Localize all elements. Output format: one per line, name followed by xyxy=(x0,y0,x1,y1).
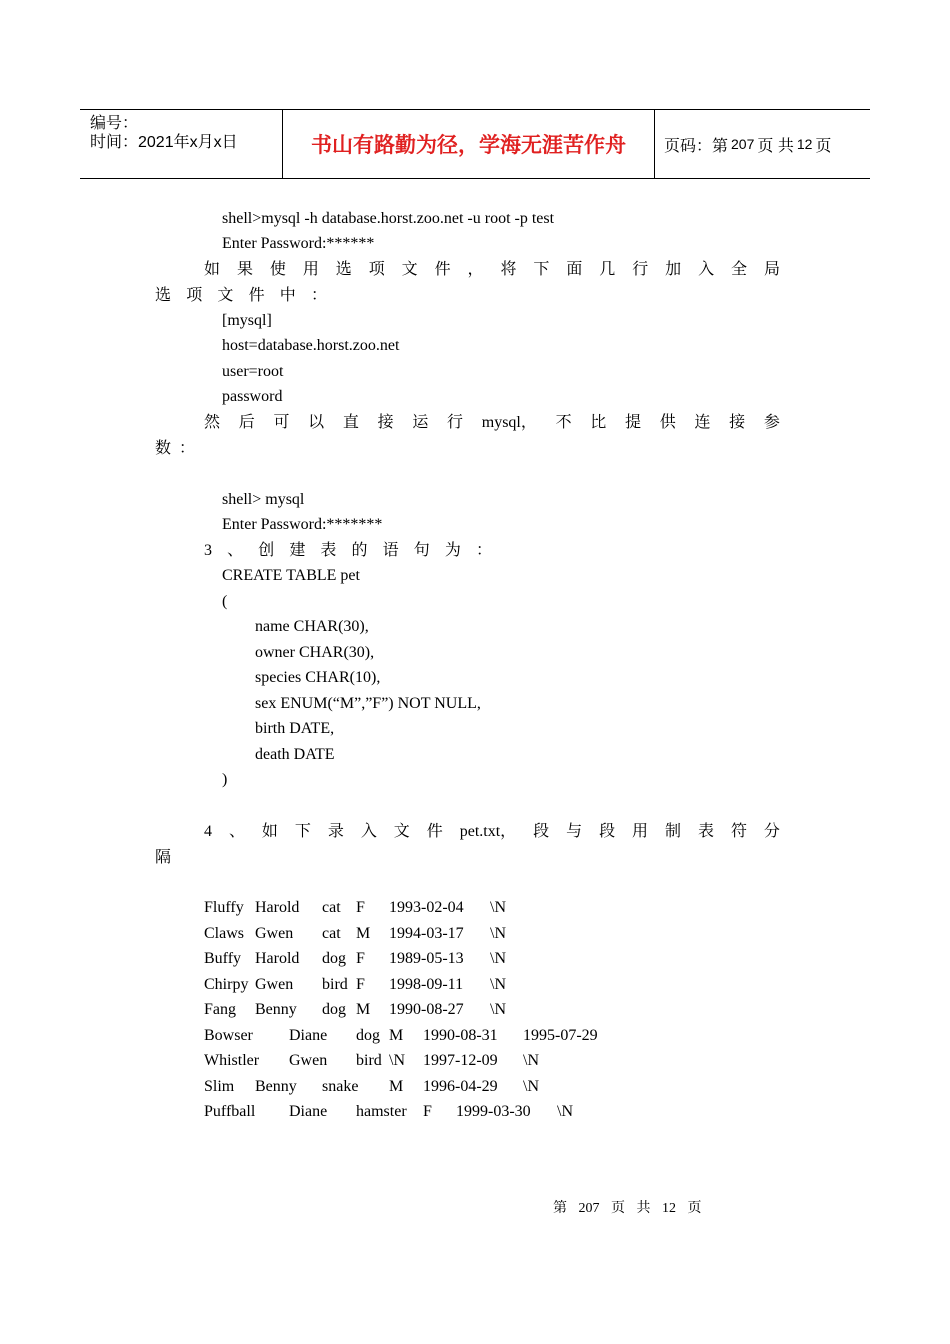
cell-name: Fluffy xyxy=(204,899,244,916)
cell-owner: Gwen xyxy=(289,1052,328,1069)
header-motto: 书山有路勤为径，学海无涯苦作舟 xyxy=(282,110,655,178)
cell-death: 1995-07-29 xyxy=(523,1027,598,1044)
cell-name: Bowser xyxy=(204,1027,253,1044)
cell-species: bird xyxy=(322,976,348,993)
cell-sex: F xyxy=(423,1103,432,1120)
page-header xyxy=(80,109,870,179)
cell-name: Buffy xyxy=(204,950,242,967)
page-suffix: 页 xyxy=(815,137,832,155)
cell-death: \N xyxy=(490,976,506,993)
sql-col-owner: owner CHAR(30), xyxy=(255,644,375,661)
sql-col-death: death DATE xyxy=(255,746,335,763)
page-mid: 页 共 xyxy=(757,137,794,155)
cell-species: cat xyxy=(322,925,341,942)
sql-open-paren: ( xyxy=(222,593,228,610)
sql-col-species: species CHAR(10), xyxy=(255,669,381,686)
footer-di: 第 xyxy=(553,1201,567,1216)
footer-page-number: 207 xyxy=(578,1201,600,1216)
cell-birth: 1998-09-11 xyxy=(389,976,464,993)
cell-owner: Gwen xyxy=(255,925,294,942)
cell-sex: F xyxy=(356,976,365,993)
doc-number-label: 编号： xyxy=(90,115,139,132)
cell-sex: M xyxy=(389,1078,404,1095)
config-user: user=root xyxy=(222,363,284,380)
cell-death: \N xyxy=(557,1103,573,1120)
config-host: host=database.horst.zoo.net xyxy=(222,337,400,354)
cell-birth: 1990-08-31 xyxy=(423,1027,498,1044)
shell-mysql-line: shell> mysql xyxy=(222,491,305,508)
header-meta xyxy=(80,110,282,178)
footer-ye-end: 页 xyxy=(687,1201,702,1216)
cell-owner: Benny xyxy=(255,1001,297,1018)
cell-birth: 1997-12-09 xyxy=(423,1052,498,1069)
sql-create: CREATE TABLE pet xyxy=(222,567,360,584)
cell-sex: F xyxy=(356,899,365,916)
cell-name: Slim xyxy=(204,1078,235,1095)
cell-birth: 1990-08-27 xyxy=(389,1001,464,1018)
doc-time-label: 时间：2021年x月x日 xyxy=(90,134,238,151)
password-line: Enter Password:****** xyxy=(222,235,375,252)
footer-ye: 页 xyxy=(611,1201,625,1216)
cell-birth: 1994-03-17 xyxy=(389,925,464,942)
page-prefix: 页码：第 xyxy=(664,137,729,155)
cell-species: snake xyxy=(322,1078,359,1095)
cell-owner: Benny xyxy=(255,1078,297,1095)
page-total: 12 xyxy=(796,136,813,152)
cell-death: \N xyxy=(490,1001,506,1018)
page-number: 207 xyxy=(731,136,755,152)
heading-create-table: 3 、 创 建 表 的 语 句 为 ： xyxy=(204,542,492,559)
cell-sex: F xyxy=(356,950,365,967)
cell-birth: 1993-02-04 xyxy=(389,899,464,916)
password-line-2: Enter Password:******* xyxy=(222,516,383,533)
cell-sex: M xyxy=(389,1027,404,1044)
sql-col-sex: sex ENUM(“M”,”F”) NOT NULL, xyxy=(255,695,481,712)
config-section: [mysql] xyxy=(222,312,272,329)
config-password: password xyxy=(222,388,283,405)
cell-sex: \N xyxy=(389,1052,405,1069)
cell-owner: Harold xyxy=(255,950,300,967)
paragraph-options-file: 如 果 使 用 选 项 文 件 ， 将 下 面 几 行 加 入 全 局 xyxy=(204,261,780,278)
cell-species: bird xyxy=(356,1052,382,1069)
cell-owner: Diane xyxy=(289,1027,328,1044)
cell-death: \N xyxy=(523,1052,539,1069)
sql-col-birth: birth DATE, xyxy=(255,720,335,737)
cell-death: \N xyxy=(490,950,506,967)
page-footer xyxy=(553,1199,710,1219)
cell-name: Fang xyxy=(204,1001,236,1018)
cell-name: Chirpy xyxy=(204,976,249,993)
cell-name: Puffball xyxy=(204,1103,256,1120)
cell-species: hamster xyxy=(356,1103,407,1120)
cell-sex: M xyxy=(356,1001,371,1018)
cell-species: dog xyxy=(356,1027,380,1044)
cell-owner: Gwen xyxy=(255,976,294,993)
cell-birth: 1999-03-30 xyxy=(456,1103,531,1120)
heading-load-file: 4 、 如 下 录 入 文 件 pet.txt， 段 与 段 用 制 表 符 分 xyxy=(204,823,780,840)
cell-owner: Diane xyxy=(289,1103,328,1120)
cell-species: dog xyxy=(322,950,346,967)
cell-species: cat xyxy=(322,899,341,916)
cell-name: Claws xyxy=(204,925,244,942)
cell-owner: Harold xyxy=(255,899,300,916)
footer-page-total: 12 xyxy=(662,1201,676,1216)
cell-sex: M xyxy=(356,925,371,942)
cell-species: dog xyxy=(322,1001,346,1018)
cell-birth: 1989-05-13 xyxy=(389,950,464,967)
shell-command-line: shell>mysql -h database.horst.zoo.net -u root -p test xyxy=(222,210,555,227)
sql-col-name: name CHAR(30), xyxy=(255,618,369,635)
cell-death: \N xyxy=(490,925,506,942)
footer-gong: 共 xyxy=(636,1201,651,1216)
paragraph-run-mysql-cont: 数 ： xyxy=(155,440,195,457)
paragraph-run-mysql: 然 后 可 以 直 接 运 行 mysql， 不 比 提 供 连 接 参 xyxy=(204,414,780,431)
header-page-info xyxy=(655,110,870,178)
cell-death: \N xyxy=(490,899,506,916)
cell-name: Whistler xyxy=(204,1052,260,1069)
cell-death: \N xyxy=(523,1078,539,1095)
paragraph-options-file-cont: 选 项 文 件 中 ： xyxy=(155,287,327,304)
cell-birth: 1996-04-29 xyxy=(423,1078,498,1095)
heading-load-file-cont: 隔 xyxy=(155,849,172,866)
sql-close-paren: ) xyxy=(222,771,228,788)
